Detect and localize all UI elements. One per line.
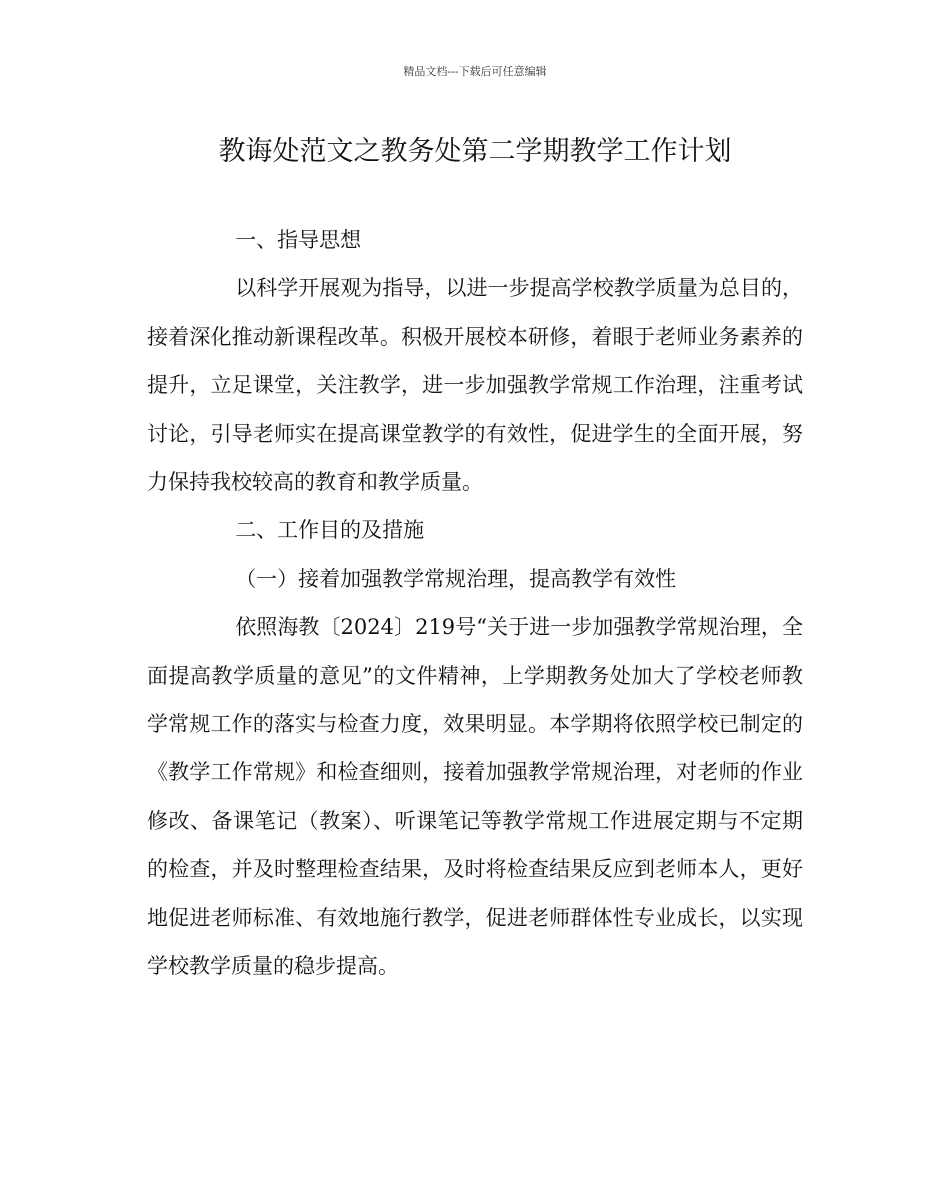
paragraph-guiding-ideology: 以科学开展观为指导，以进一步提高学校教学质量为总目的，接着深化推动新课程改革。积极开展校本研修，着眼于老师业务素养的提升，立足课堂，关注教学，进一步加强教学常规工作治理，注重考试讨论，引导老师实在提高课堂教学的有效性，促进学生的全面开展，努力保持我校较高的教育和教学质量。 [147, 276, 803, 495]
paragraph-teaching-routine: 依照海教〔2024〕219号“关于进一步加强教学常规治理，全面提高教学质量的意见”的文件精神，上学期教务处加大了学校老师教学常规工作的落实与检查力度，效果明显。本学期将依照学校已制定的《教学工作常规》和检查细则，接着加强教学常规治理，对老师的作业修改、备课笔记（教案）、听课笔记等教学常规工作进展定期与不定期的检查，并及时整理检查结果，及时将检查结果反应到老师本人，更好地促进老师标准、有效地施行教学，促进老师群体性专业成长，以实现学校教学质量的稳步提高。 [147, 615, 803, 979]
section-heading-goals-measures: 二、工作目的及措施 [235, 518, 425, 543]
section-heading-guiding-ideology: 一、指导思想 [235, 228, 362, 252]
subsection-heading-teaching-routine: （一）接着加强教学常规治理，提高教学有效性 [235, 566, 677, 591]
document-body [147, 216, 803, 991]
header-note: 精品文档---下载后可任意编辑 [403, 65, 547, 78]
document-title: 教诲处范文之教务处第二学期教学工作计划 [218, 136, 732, 167]
